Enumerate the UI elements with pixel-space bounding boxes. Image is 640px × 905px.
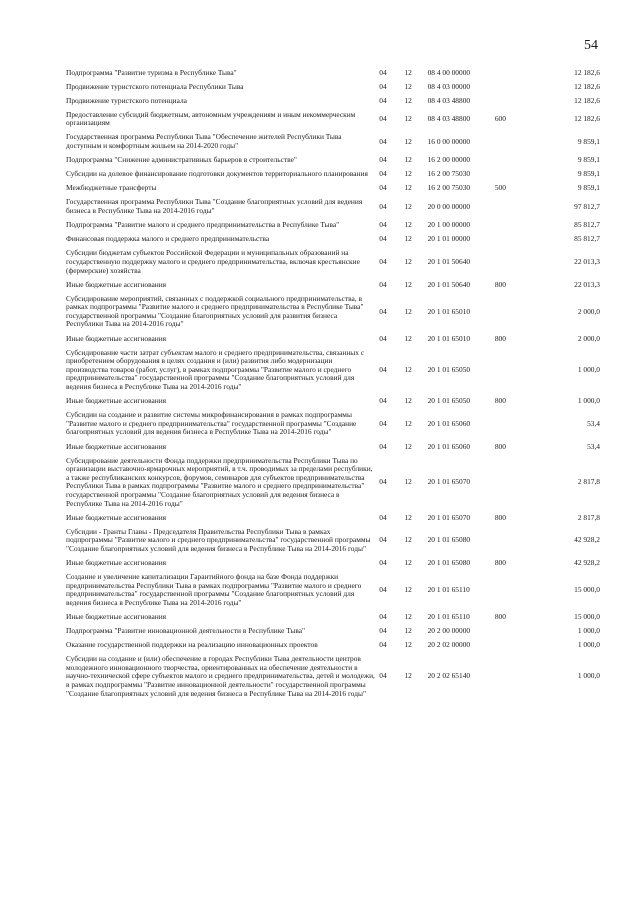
row-name: Государственная программа Республики Тыва "Создание благоприятных условий для ведения бизнеса в Республике Тыва на 2014-2016 годы" — [66, 197, 363, 216]
row-target-article: 20 2 02 00000 — [427, 640, 471, 650]
row-target-article: 08 4 00 00000 — [427, 67, 471, 77]
row-name: Субсидирование деятельности Фонда поддержки предпринимательства Республики Тыва по организации выставочно-ярмарочных мероприятий, в т.ч. проводимых за пределами республики, а также республиканских конкурсов, форумов, семинаров для субъектов предпринимательства Республики Тыва в рамках подпрограммы "Развитие малого и среднего предпринимательства" государственной программы "Создание благоприятных условий для ведения бизнеса в Республике Тыва на 2014-2016 годы" — [66, 455, 373, 508]
row-name: Государственная программа Республики Тыва "Обеспечение жителей Республики Тыва доступным и комфортным жильем на 2014-2020 годы" — [66, 132, 342, 151]
row-section-code: 04 — [379, 234, 387, 244]
row-subsection-code: 12 — [404, 201, 412, 211]
table-row — [66, 557, 600, 571]
row-amount: 2 000,0 — [577, 306, 600, 316]
row-expense-type — [495, 66, 539, 80]
row-target-article: 20 1 01 65060 — [427, 418, 471, 428]
row-subsection-code: 12 — [404, 477, 412, 487]
row-target-article: 20 1 01 65070 — [427, 512, 471, 522]
row-expense-type — [495, 292, 539, 332]
row-amount: 12 182,6 — [574, 67, 600, 77]
row-name: Субсидирование мероприятий, связанных с поддержкой социального предпринимательства, в рамках подпрограммы "Развитие малого и среднего предпринимательства в Республике Тыва" государственной программы "Создание благоприятных условий для развития бизнеса Республики Тыва на 2014-2016 годы" — [66, 293, 364, 329]
row-subsection-code: 12 — [404, 114, 412, 124]
row-expense-type — [495, 409, 539, 440]
row-name: Межбюджетные трансферты — [66, 183, 157, 193]
table-row — [66, 611, 600, 625]
row-subsection-code: 12 — [404, 155, 412, 165]
row-section-code: 04 — [379, 306, 387, 316]
row-section-code: 04 — [379, 585, 387, 595]
row-name: Иные бюджетные ассигнования — [66, 396, 167, 406]
table-row — [66, 639, 600, 653]
row-name: Подпрограмма "Развитие малого и среднего предпринимательства в Республике Тыва" — [66, 220, 340, 230]
row-name: Субсидии - Гранты Главы - Председателя Правительства Республики Тыва в рамках подпрограммы "Развитие малого и среднего предпринимательства" государственной программы "Создание благоприятных условий для ведения бизнеса в Республике Тыва на 2014-2016 годы" — [66, 526, 371, 553]
row-subsection-code: 12 — [404, 234, 412, 244]
table-row — [66, 332, 600, 346]
row-expense-type: 800 — [494, 441, 506, 451]
row-amount: 9 859,1 — [577, 183, 600, 193]
row-subsection-code: 12 — [404, 626, 412, 636]
row-expense-type: 800 — [494, 558, 506, 568]
row-name: Оказание государственной поддержки на реализацию инновационных проектов — [66, 640, 318, 650]
table-row — [66, 395, 600, 409]
row-name: Продвижение туристского потенциала Республики Тыва — [66, 81, 244, 91]
row-section-code: 04 — [379, 136, 387, 146]
row-section-code: 04 — [379, 333, 387, 343]
row-amount: 1 000,0 — [577, 626, 600, 636]
row-subsection-code: 12 — [404, 512, 412, 522]
row-target-article: 20 1 01 65080 — [427, 558, 471, 568]
table-row — [66, 346, 600, 394]
row-amount: 1 000,0 — [577, 640, 600, 650]
row-amount: 1 000,0 — [577, 396, 600, 406]
row-target-article: 20 1 01 65080 — [427, 535, 471, 545]
row-subsection-code: 12 — [404, 585, 412, 595]
row-target-article: 20 1 01 65050 — [427, 364, 471, 374]
row-section-code: 04 — [379, 169, 387, 179]
row-section-code: 04 — [379, 95, 387, 105]
row-expense-type: 600 — [494, 114, 506, 124]
row-name: Создание и увеличение капитализации Гарантийного фонда на базе Фонда поддержки предпринимательства Республики Тыва в рамках подпрограммы "Развитие малого и среднего предпринимательства" государственной программы "Создание благоприятных условий для ведения бизнеса в Республике Тыва на 2014-2016 годы" — [66, 572, 362, 607]
table-row — [66, 94, 600, 108]
row-subsection-code: 12 — [404, 306, 412, 316]
table-row — [66, 440, 600, 454]
row-target-article: 20 1 01 65070 — [427, 477, 471, 487]
row-expense-type — [495, 233, 539, 247]
table-row — [66, 182, 600, 196]
row-amount: 12 182,6 — [574, 81, 600, 91]
row-amount: 53,4 — [587, 441, 600, 451]
row-amount: 42 928,2 — [574, 558, 600, 568]
row-section-code: 04 — [379, 671, 387, 681]
row-section-code: 04 — [379, 512, 387, 522]
row-section-code: 04 — [379, 441, 387, 451]
row-section-code: 04 — [379, 114, 387, 124]
table-row — [66, 525, 600, 556]
row-name: Финансовая поддержка малого и среднего предпринимательства — [66, 234, 270, 244]
row-subsection-code: 12 — [404, 333, 412, 343]
row-section-code: 04 — [379, 67, 387, 77]
row-expense-type — [495, 653, 539, 701]
row-expense-type: 800 — [494, 279, 506, 289]
row-amount: 2 000,0 — [577, 333, 600, 343]
row-section-code: 04 — [379, 279, 387, 289]
table-row — [66, 233, 600, 247]
row-subsection-code: 12 — [404, 95, 412, 105]
row-section-code: 04 — [379, 201, 387, 211]
row-target-article: 08 4 03 00000 — [427, 81, 471, 91]
table-row — [66, 247, 600, 278]
row-amount: 85 812,7 — [574, 234, 600, 244]
row-amount: 1 000,0 — [577, 364, 600, 374]
row-amount: 15 000,0 — [574, 612, 600, 621]
table-row — [66, 219, 600, 233]
table-row — [66, 454, 600, 511]
row-target-article: 20 1 01 65060 — [427, 441, 471, 451]
table-row — [66, 625, 600, 639]
row-subsection-code: 12 — [404, 396, 412, 406]
row-expense-type — [495, 219, 539, 233]
row-subsection-code: 12 — [404, 169, 412, 179]
row-subsection-code: 12 — [404, 256, 412, 266]
row-subsection-code: 12 — [404, 418, 412, 428]
row-amount: 15 000,0 — [574, 585, 600, 595]
row-amount: 12 182,6 — [574, 95, 600, 105]
row-expense-type — [495, 346, 539, 394]
row-section-code: 04 — [379, 477, 387, 487]
row-section-code: 04 — [379, 81, 387, 91]
row-expense-type: 800 — [494, 512, 506, 522]
row-target-article: 20 1 01 65110 — [427, 585, 470, 595]
row-target-article: 16 2 00 75030 — [427, 183, 471, 193]
row-subsection-code: 12 — [404, 279, 412, 289]
row-target-article: 16 2 00 75030 — [427, 169, 471, 179]
row-subsection-code: 12 — [404, 671, 412, 681]
table-row — [66, 292, 600, 332]
row-target-article: 20 1 01 50640 — [427, 279, 471, 289]
row-target-article: 20 1 01 65110 — [427, 612, 470, 621]
row-name: Подпрограмма "Развитие туризма в Республике Тыва" — [66, 67, 237, 77]
row-subsection-code: 12 — [404, 640, 412, 650]
row-target-article: 08 4 03 48800 — [427, 95, 471, 105]
row-section-code: 04 — [379, 183, 387, 193]
row-name: Иные бюджетные ассигнования — [66, 512, 167, 522]
row-subsection-code: 12 — [404, 441, 412, 451]
row-expense-type — [495, 625, 539, 639]
row-name: Субсидии на долевое финансирование подготовки документов территориального планирования — [66, 169, 368, 179]
row-section-code: 04 — [379, 640, 387, 650]
row-target-article: 20 1 00 00000 — [427, 220, 471, 230]
row-expense-type: 800 — [494, 612, 506, 621]
row-name: Иные бюджетные ассигнования — [66, 612, 167, 621]
row-name: Иные бюджетные ассигнования — [66, 333, 167, 343]
row-section-code: 04 — [379, 418, 387, 428]
row-name: Предоставление субсидий бюджетным, автономным учреждениям и иным некоммерческим организациям — [66, 109, 356, 128]
row-subsection-code: 12 — [404, 136, 412, 146]
row-section-code: 04 — [379, 626, 387, 636]
table-row — [66, 108, 600, 131]
table-row — [66, 66, 600, 80]
row-section-code: 04 — [379, 155, 387, 165]
row-target-article: 20 1 01 50640 — [427, 256, 471, 266]
row-subsection-code: 12 — [404, 558, 412, 568]
row-target-article: 20 1 01 65050 — [427, 396, 471, 406]
row-target-article: 20 1 01 65010 — [427, 306, 471, 316]
row-expense-type — [495, 94, 539, 108]
row-expense-type — [495, 168, 539, 182]
table-row — [66, 196, 600, 219]
row-expense-type — [495, 639, 539, 653]
row-amount: 97 812,7 — [574, 201, 600, 211]
table-row — [66, 653, 600, 701]
row-section-code: 04 — [379, 364, 387, 374]
row-section-code: 04 — [379, 612, 387, 621]
row-expense-type: 500 — [494, 183, 506, 193]
row-name: Подпрограмма "Снижение административных барьеров в строительстве" — [66, 155, 297, 165]
row-target-article: 20 1 01 65010 — [427, 333, 471, 343]
row-amount: 9 859,1 — [577, 136, 600, 146]
table-row — [66, 154, 600, 168]
row-target-article: 20 0 00 00000 — [427, 201, 471, 211]
row-subsection-code: 12 — [404, 67, 412, 77]
row-amount: 85 812,7 — [574, 220, 600, 230]
row-expense-type — [495, 131, 539, 154]
row-name: Иные бюджетные ассигнования — [66, 279, 167, 289]
row-subsection-code: 12 — [404, 535, 412, 545]
row-subsection-code: 12 — [404, 612, 412, 621]
row-target-article: 20 2 02 65140 — [427, 671, 471, 681]
table-row — [66, 278, 600, 292]
table-row — [66, 131, 600, 154]
row-subsection-code: 12 — [404, 183, 412, 193]
row-name: Субсидии бюджетам субъектов Российской Федерации и муниципальных образований на государственную поддержку малого и среднего предпринимательства, включая крестьянские (фермерские) хозяйства — [66, 248, 360, 275]
row-section-code: 04 — [379, 256, 387, 266]
row-name: Субсидирование части затрат субъектам малого и среднего предпринимательства, связанных с приобретением оборудования в целях создания и (или) развития либо модернизации производства товаров (работ, услуг), в рамках подпрограммы "Развитие малого и среднего предпринимательства" государственной программы "Создание благоприятных условий для ведения бизнеса в Республике Тыва на 2014-2016 годы" — [66, 347, 365, 392]
row-amount: 22 013,3 — [574, 279, 600, 289]
row-section-code: 04 — [379, 535, 387, 545]
row-target-article: 20 1 01 00000 — [427, 234, 471, 244]
row-name: Субсидии на создание и развитие системы микрофинансирования в рамках подпрограммы "Развитие малого и среднего предпринимательства" государственной программы "Создание благоприятных условий для ведения бизнеса в Республике Тыва на 2014-2016 годы" — [66, 410, 357, 437]
row-subsection-code: 12 — [404, 81, 412, 91]
row-expense-type: 800 — [494, 396, 506, 406]
row-amount: 1 000,0 — [577, 671, 600, 681]
row-amount: 9 859,1 — [577, 155, 600, 165]
row-expense-type: 800 — [494, 333, 506, 343]
row-name: Иные бюджетные ассигнования — [66, 441, 167, 451]
row-expense-type — [495, 454, 539, 511]
row-section-code: 04 — [379, 558, 387, 568]
row-target-article: 16 0 00 00000 — [427, 136, 471, 146]
row-amount: 22 013,3 — [574, 256, 600, 266]
table-row — [66, 571, 600, 611]
page-number: 54 — [584, 38, 598, 53]
row-target-article: 20 2 00 00000 — [427, 626, 471, 636]
row-expense-type — [495, 80, 539, 94]
row-name: Субсидии на создание и (или) обеспечение в городах Республики Тыва деятельности центров молодежного инновационного творчества, ориентированных на обеспечение деятельности в научно-технической сфере субъектов малого и среднего предпринимательства, детей и молодежи, в рамках подпрограммы "Развитие инновационной деятельности" государственной программы "Создание благоприятных условий для ведения бизнеса в Республике Тыва на 2014-2016 годы" — [66, 654, 375, 698]
row-subsection-code: 12 — [404, 220, 412, 230]
row-name: Иные бюджетные ассигнования — [66, 558, 167, 568]
row-amount: 53,4 — [587, 418, 600, 428]
row-expense-type — [495, 154, 539, 168]
row-amount: 2 817,8 — [577, 477, 600, 487]
row-section-code: 04 — [379, 220, 387, 230]
row-expense-type — [495, 525, 539, 556]
row-name: Подпрограмма "Развитие инновационной деятельности в Республике Тыва" — [66, 626, 306, 636]
row-name: Продвижение туристского потенциала — [66, 95, 187, 105]
row-subsection-code: 12 — [404, 364, 412, 374]
table-row — [66, 80, 600, 94]
row-section-code: 04 — [379, 396, 387, 406]
row-amount: 2 817,8 — [577, 512, 600, 522]
table-row — [66, 409, 600, 440]
row-amount: 12 182,6 — [574, 114, 600, 124]
row-target-article: 08 4 03 48800 — [427, 114, 471, 124]
row-expense-type — [495, 571, 539, 611]
row-amount: 42 928,2 — [574, 535, 600, 545]
table-row — [66, 168, 600, 182]
budget-table — [66, 66, 600, 701]
table-row — [66, 511, 600, 525]
row-expense-type — [495, 247, 539, 278]
row-expense-type — [495, 196, 539, 219]
row-target-article: 16 2 00 00000 — [427, 155, 471, 165]
row-amount: 9 859,1 — [577, 169, 600, 179]
